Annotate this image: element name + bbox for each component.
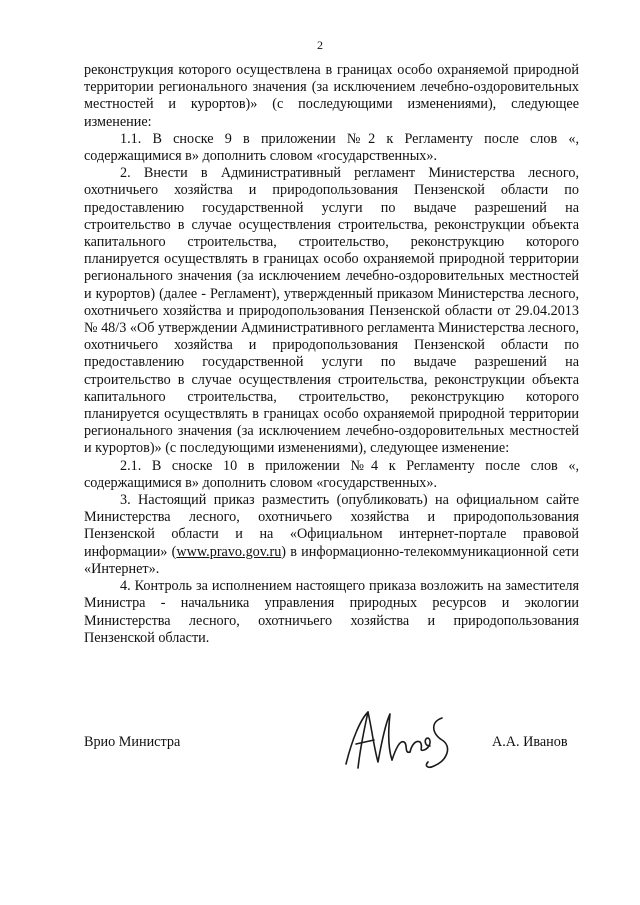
handwritten-signature bbox=[338, 700, 468, 780]
signatory-position: Врио Министра bbox=[84, 734, 181, 750]
paragraph-2-1: 2.1. В сноске 10 в приложении №4 к Регламенту после слов «, содержащимися в» дополнить словом «государственных». bbox=[84, 457, 579, 491]
document-body bbox=[84, 62, 579, 647]
signatory-name: А.А. Иванов bbox=[492, 734, 568, 750]
pravo-link[interactable]: www.pravo.gov.ru bbox=[176, 543, 282, 560]
paragraph-2: 2. Внести в Административный регламент Министерства лесного, охотничьего хозяйства и природопользования Пензенской области по предоставлению государственной услуги по выдаче разрешений на строительство в случае осуществления строительства, реконструкции объекта капитального строительства, строительство, реконструкцию которого планируется осуществлять в границах особо охраняемой природной территории регионального значения (за исключением лечебно-оздоровительных местностей и курортов) (далее - Регламент), утвержденный приказом Министерства лесного, охотничьего хозяйства и природопользования Пензенской области от 29.04.2013 № 48/3 «Об утверждении Административного регламента Министерства лесного, охотничьего хозяйства и природопользования Пензенской области по предоставлению государственной услуги по выдаче разрешений на строительство в случае осуществления строительства, реконструкции объекта капитального строительства, строительство, реконструкцию которого планируется осуществлять в границах особо охраняемой природной территории регионального значения (за исключением лечебно-оздоровительных местностей и курортов)» (с последующими изменениями), следующее изменение: bbox=[84, 165, 580, 457]
paragraph-3-text-before: 3. Настоящий приказ разместить (опубликовать) на официальном сайте Министерства лесного, охотничьего хозяйства и природопользования Пензенской области и на «Официальном интернет-портале правовой информации» ( bbox=[84, 492, 579, 560]
paragraph-1-1: 1.1. В сноске 9 в приложении №2 к Регламенту после слов «, содержащимися в» дополнить словом «государственных». bbox=[84, 130, 579, 165]
paragraph-continuation: реконструкция которого осуществлена в границах особо охраняемой природной территории регионального значения (за исключением лечебно-оздоровительных местностей и курортов)» (с последующими изменениями), следующее изменение: bbox=[84, 62, 579, 130]
paragraph-3 bbox=[84, 492, 579, 578]
page-number: 2 bbox=[317, 38, 323, 52]
paragraph-4: 4. Контроль за исполнением настоящего приказа возложить на заместителя Министра - начальника управления природных ресурсов и экологии Министерства лесного, охотничьего хозяйства и природопользования Пензенской области. bbox=[84, 578, 579, 646]
paragraph-3-text-after: ) в информационно-телекоммуникационной сети «Интернет». bbox=[84, 543, 580, 577]
